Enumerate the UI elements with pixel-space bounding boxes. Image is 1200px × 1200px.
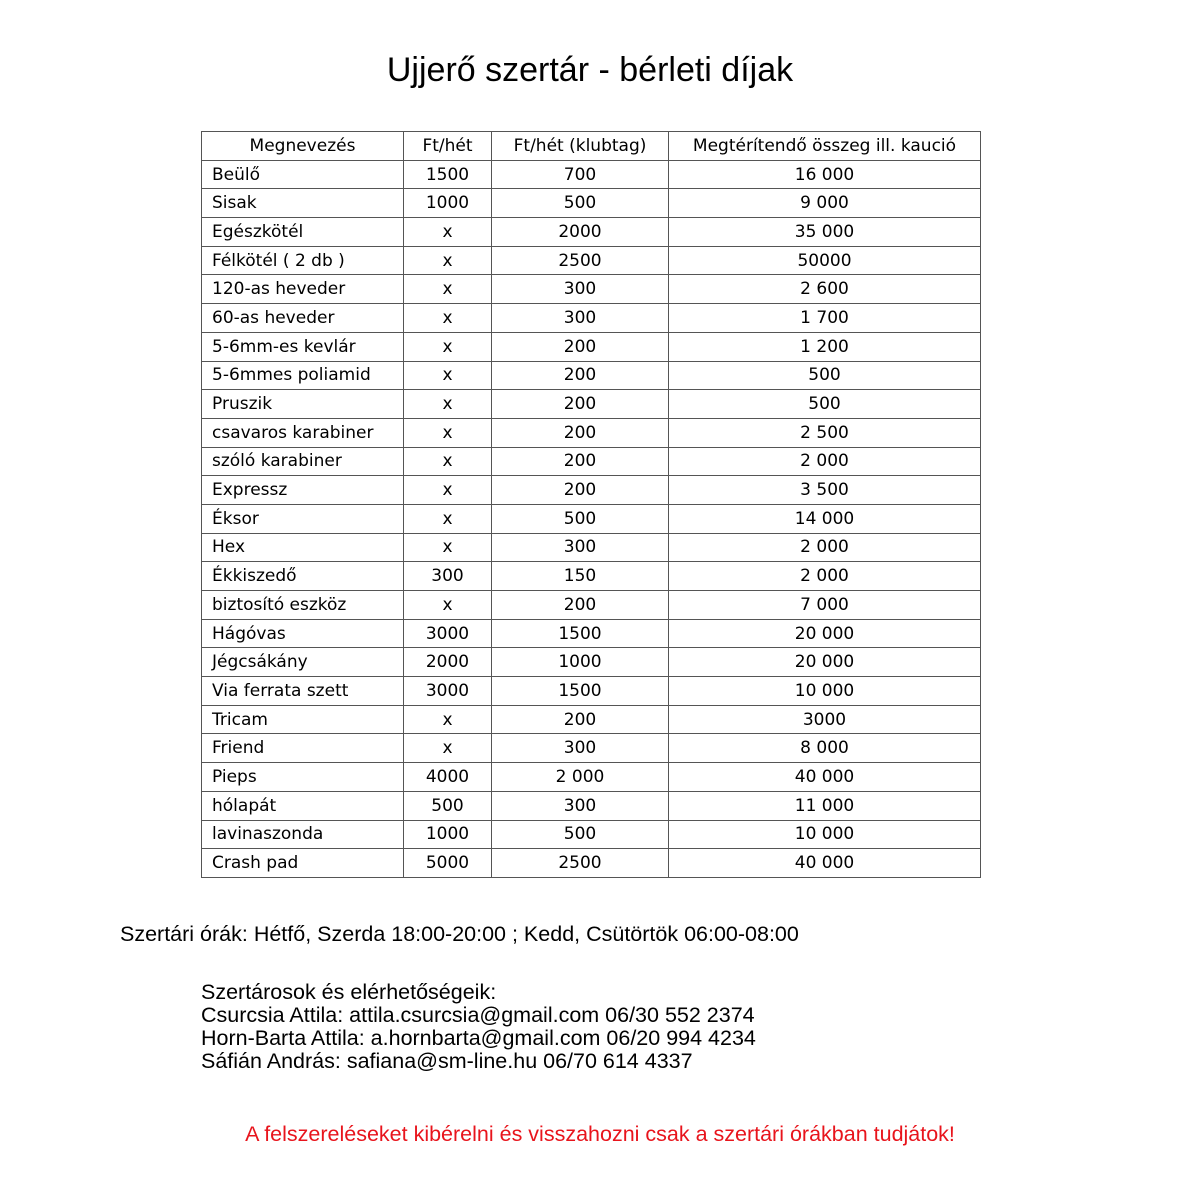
weekly-price-cell: x xyxy=(404,246,492,275)
deposit-cell: 1 700 xyxy=(669,304,981,333)
item-name-cell: szóló karabiner xyxy=(202,447,404,476)
weekly-price-cell: x xyxy=(404,734,492,763)
member-price-cell: 300 xyxy=(492,791,669,820)
deposit-cell: 40 000 xyxy=(669,849,981,878)
table-row xyxy=(202,619,981,648)
deposit-cell: 40 000 xyxy=(669,763,981,792)
weekly-price-cell: 5000 xyxy=(404,849,492,878)
page-title: Ujjerő szertár - bérleti díjak xyxy=(386,51,794,89)
deposit-cell: 3000 xyxy=(669,705,981,734)
item-name-cell: Egészkötél xyxy=(202,218,404,247)
item-name-cell: Tricam xyxy=(202,705,404,734)
weekly-price-cell: 300 xyxy=(404,562,492,591)
deposit-cell: 2 000 xyxy=(669,562,981,591)
table-row xyxy=(202,504,981,533)
member-price-cell: 200 xyxy=(492,332,669,361)
item-name-cell: Pruszik xyxy=(202,390,404,419)
deposit-cell: 50000 xyxy=(669,246,981,275)
member-price-cell: 2500 xyxy=(492,246,669,275)
deposit-cell: 35 000 xyxy=(669,218,981,247)
column-header: Megnevezés xyxy=(202,132,404,161)
member-price-cell: 200 xyxy=(492,361,669,390)
member-price-cell: 200 xyxy=(492,705,669,734)
deposit-cell: 16 000 xyxy=(669,160,981,189)
member-price-cell: 2500 xyxy=(492,849,669,878)
weekly-price-cell: 1000 xyxy=(404,820,492,849)
table-row xyxy=(202,763,981,792)
weekly-price-cell: x xyxy=(404,218,492,247)
contact-person: Csurcsia Attila: attila.csurcsia@gmail.com 06/30 552 2374 xyxy=(201,1003,755,1027)
deposit-cell: 2 000 xyxy=(669,533,981,562)
member-price-cell: 1000 xyxy=(492,648,669,677)
deposit-cell: 9 000 xyxy=(669,189,981,218)
table-row xyxy=(202,591,981,620)
member-price-cell: 300 xyxy=(492,275,669,304)
item-name-cell: Pieps xyxy=(202,763,404,792)
member-price-cell: 300 xyxy=(492,533,669,562)
column-header: Megtérítendő összeg ill. kaució xyxy=(669,132,981,161)
member-price-cell: 200 xyxy=(492,591,669,620)
table-row xyxy=(202,332,981,361)
deposit-cell: 500 xyxy=(669,361,981,390)
weekly-price-cell: x xyxy=(404,591,492,620)
deposit-cell: 2 600 xyxy=(669,275,981,304)
weekly-price-cell: x xyxy=(404,476,492,505)
table-row xyxy=(202,361,981,390)
weekly-price-cell: 4000 xyxy=(404,763,492,792)
deposit-cell: 7 000 xyxy=(669,591,981,620)
item-name-cell: Hágóvas xyxy=(202,619,404,648)
weekly-price-cell: x xyxy=(404,418,492,447)
price-table xyxy=(201,131,981,878)
deposit-cell: 20 000 xyxy=(669,648,981,677)
weekly-price-cell: 2000 xyxy=(404,648,492,677)
member-price-cell: 700 xyxy=(492,160,669,189)
table-row xyxy=(202,418,981,447)
item-name-cell: Félkötél ( 2 db ) xyxy=(202,246,404,275)
member-price-cell: 500 xyxy=(492,189,669,218)
item-name-cell: 5-6mmes poliamid xyxy=(202,361,404,390)
table-row xyxy=(202,476,981,505)
member-price-cell: 150 xyxy=(492,562,669,591)
column-header: Ft/hét xyxy=(404,132,492,161)
item-name-cell: Jégcsákány xyxy=(202,648,404,677)
weekly-price-cell: 3000 xyxy=(404,677,492,706)
deposit-cell: 8 000 xyxy=(669,734,981,763)
table-row xyxy=(202,275,981,304)
deposit-cell: 500 xyxy=(669,390,981,419)
deposit-cell: 10 000 xyxy=(669,677,981,706)
weekly-price-cell: 3000 xyxy=(404,619,492,648)
rental-notice: A felszereléseket kibérelni és visszahozni csak a szertári órákban tudjátok! xyxy=(245,1122,955,1146)
table-row xyxy=(202,533,981,562)
member-price-cell: 500 xyxy=(492,504,669,533)
opening-hours: Szertári órák: Hétfő, Szerda 18:00-20:00 ; Kedd, Csütörtök 06:00-08:00 xyxy=(120,922,799,946)
weekly-price-cell: 1500 xyxy=(404,160,492,189)
deposit-cell: 10 000 xyxy=(669,820,981,849)
deposit-cell: 2 000 xyxy=(669,447,981,476)
deposit-cell: 11 000 xyxy=(669,791,981,820)
weekly-price-cell: x xyxy=(404,533,492,562)
table-row xyxy=(202,390,981,419)
weekly-price-cell: x xyxy=(404,390,492,419)
member-price-cell: 200 xyxy=(492,447,669,476)
item-name-cell: 60-as heveder xyxy=(202,304,404,333)
item-name-cell: Hex xyxy=(202,533,404,562)
table-row xyxy=(202,160,981,189)
deposit-cell: 1 200 xyxy=(669,332,981,361)
deposit-cell: 20 000 xyxy=(669,619,981,648)
weekly-price-cell: 500 xyxy=(404,791,492,820)
table-row xyxy=(202,447,981,476)
item-name-cell: lavinaszonda xyxy=(202,820,404,849)
weekly-price-cell: x xyxy=(404,504,492,533)
member-price-cell: 2000 xyxy=(492,218,669,247)
table-row xyxy=(202,304,981,333)
weekly-price-cell: x xyxy=(404,447,492,476)
member-price-cell: 300 xyxy=(492,734,669,763)
item-name-cell: csavaros karabiner xyxy=(202,418,404,447)
table-row xyxy=(202,791,981,820)
member-price-cell: 500 xyxy=(492,820,669,849)
member-price-cell: 2 000 xyxy=(492,763,669,792)
weekly-price-cell: x xyxy=(404,275,492,304)
weekly-price-cell: x xyxy=(404,304,492,333)
table-header-row xyxy=(202,132,981,161)
deposit-cell: 3 500 xyxy=(669,476,981,505)
table-row xyxy=(202,218,981,247)
weekly-price-cell: 1000 xyxy=(404,189,492,218)
deposit-cell: 2 500 xyxy=(669,418,981,447)
table-row xyxy=(202,189,981,218)
contact-person: Sáfián András: safiana@sm-line.hu 06/70 614 4337 xyxy=(201,1049,693,1073)
table-row xyxy=(202,820,981,849)
contact-person: Horn-Barta Attila: a.hornbarta@gmail.com 06/20 994 4234 xyxy=(201,1026,756,1050)
item-name-cell: Sisak xyxy=(202,189,404,218)
table-row xyxy=(202,677,981,706)
item-name-cell: Éksor xyxy=(202,504,404,533)
table-row xyxy=(202,648,981,677)
table-row xyxy=(202,849,981,878)
weekly-price-cell: x xyxy=(404,705,492,734)
contacts-block xyxy=(201,981,756,1073)
table-row xyxy=(202,562,981,591)
item-name-cell: hólapát xyxy=(202,791,404,820)
table-row xyxy=(202,734,981,763)
member-price-cell: 200 xyxy=(492,418,669,447)
member-price-cell: 1500 xyxy=(492,677,669,706)
member-price-cell: 1500 xyxy=(492,619,669,648)
item-name-cell: Crash pad xyxy=(202,849,404,878)
table-body xyxy=(202,160,981,877)
item-name-cell: Beülő xyxy=(202,160,404,189)
column-header: Ft/hét (klubtag) xyxy=(492,132,669,161)
item-name-cell: Via ferrata szett xyxy=(202,677,404,706)
contacts-heading: Szertárosok és elérhetőségeik: xyxy=(201,980,497,1004)
deposit-cell: 14 000 xyxy=(669,504,981,533)
item-name-cell: Friend xyxy=(202,734,404,763)
item-name-cell: biztosító eszköz xyxy=(202,591,404,620)
table-row xyxy=(202,246,981,275)
member-price-cell: 300 xyxy=(492,304,669,333)
weekly-price-cell: x xyxy=(404,332,492,361)
item-name-cell: 5-6mm-es kevlár xyxy=(202,332,404,361)
table-row xyxy=(202,705,981,734)
weekly-price-cell: x xyxy=(404,361,492,390)
member-price-cell: 200 xyxy=(492,476,669,505)
item-name-cell: 120-as heveder xyxy=(202,275,404,304)
item-name-cell: Ékkiszedő xyxy=(202,562,404,591)
item-name-cell: Expressz xyxy=(202,476,404,505)
member-price-cell: 200 xyxy=(492,390,669,419)
